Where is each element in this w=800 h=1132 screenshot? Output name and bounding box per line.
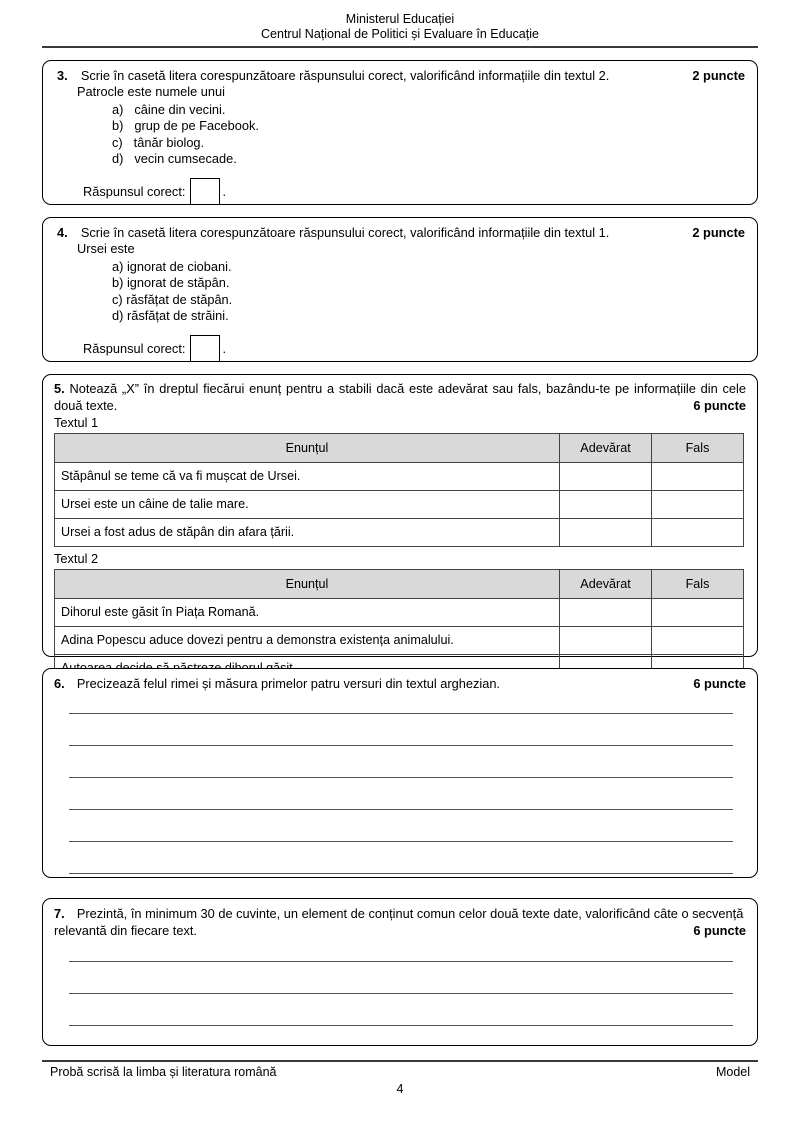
question-block-3 (42, 60, 758, 205)
question-block-7 (42, 898, 758, 1046)
table-1-false-cell-2[interactable] (652, 491, 744, 519)
answer-line[interactable] (69, 873, 733, 874)
table-1-false-cell-1[interactable] (652, 463, 744, 491)
table-2-false-cell-1[interactable] (652, 599, 744, 627)
table-2-col-false: Fals (652, 570, 744, 599)
question-3-number: 3. (57, 68, 68, 83)
option-text-c: răsfățat de stăpân. (126, 291, 233, 307)
page-footer (50, 1064, 750, 1080)
option-text-a: câine din vecini. (134, 101, 226, 117)
table-row (55, 491, 744, 519)
option-letter-c: c) (112, 291, 123, 307)
question-4-number: 4. (57, 225, 68, 240)
table-1-statement-3: Ursei a fost adus de stăpân din afara țării. (55, 519, 560, 547)
header-divider (42, 46, 758, 48)
question-6-prompt: Precizează felul rimei și măsura primelor patru versuri din textul arghezian. (76, 676, 500, 691)
question-7-points: 6 puncte (693, 922, 746, 938)
question-block-5 (42, 374, 758, 657)
answer-line[interactable] (69, 713, 733, 714)
table-row (55, 519, 744, 547)
table-1-label: Textul 1 (54, 415, 99, 431)
header-center: Centrul Național de Politici și Evaluare în Educație (261, 27, 539, 41)
question-7-prompt-line (54, 906, 746, 939)
answer-line[interactable] (69, 809, 733, 810)
question-3-option-c[interactable] (57, 135, 745, 151)
option-letter-a: a) (112, 258, 124, 274)
question-3-prompt: Scrie în casetă litera corespunzătoare răspunsului corect, valorificând informațiile din textul 2. (80, 68, 610, 83)
question-3-option-b[interactable] (57, 118, 745, 134)
question-block-4 (42, 217, 758, 362)
table-row (55, 463, 744, 491)
question-3-prompt-line (57, 68, 745, 84)
option-text-c: tânăr biolog. (133, 134, 205, 150)
question-3-answer-row (57, 178, 745, 205)
answer-line[interactable] (69, 993, 733, 994)
question-4-answer-label: Răspunsul corect: (83, 340, 186, 356)
question-3-answer-period: . (222, 183, 226, 199)
option-text-d: vecin cumsecade. (134, 151, 237, 167)
option-letter-b: b) (112, 275, 124, 291)
answer-line[interactable] (69, 745, 733, 746)
page-number: 4 (396, 1082, 404, 1096)
question-3-option-d[interactable] (57, 151, 745, 167)
option-text-b: ignorat de stăpân. (126, 275, 230, 291)
question-3-answer-label: Răspunsul corect: (83, 183, 186, 199)
table-1-col-false: Fals (652, 434, 744, 463)
answer-line[interactable] (69, 777, 733, 778)
question-3-answer-box[interactable] (190, 178, 220, 205)
question-block-6 (42, 668, 758, 878)
question-4-subprompt: Ursei este (77, 241, 135, 257)
true-false-table-2 (54, 569, 744, 683)
answer-line[interactable] (69, 961, 733, 962)
question-4-answer-period: . (222, 340, 226, 356)
option-letter-c: c) (112, 134, 123, 150)
table-2-col-true: Adevărat (560, 570, 652, 599)
table-2-statement-1: Dihorul este găsit în Piața Romană. (55, 599, 560, 627)
question-7-number: 7. (54, 906, 65, 921)
table-1-false-cell-3[interactable] (652, 519, 744, 547)
document-header (0, 12, 800, 42)
table-1-header-row (55, 434, 744, 463)
question-7-prompt: Prezintă, în minimum 30 de cuvinte, un element de conținut comun celor două texte date, valorificând câte o secvență relevantă din fiecare text. (54, 906, 744, 938)
table-1-col-statement: Enunțul (55, 434, 560, 463)
header-ministry: Ministerul Educației (345, 12, 455, 26)
table-row (55, 599, 744, 627)
question-5-prompt-line (54, 381, 746, 414)
question-4-answer-box[interactable] (190, 335, 220, 362)
table-1-true-cell-2[interactable] (560, 491, 652, 519)
question-6-number: 6. (54, 676, 65, 691)
option-letter-d: d) (112, 308, 124, 324)
question-4-option-c[interactable] (57, 292, 745, 308)
option-letter-a: a) (112, 101, 124, 117)
option-letter-d: d) (112, 151, 124, 167)
table-2-true-cell-2[interactable] (560, 627, 652, 655)
option-text-a: ignorat de ciobani. (126, 258, 232, 274)
table-1-statement-1: Stăpânul se teme că va fi mușcat de Ursei. (55, 463, 560, 491)
question-6-points: 6 puncte (693, 676, 746, 691)
table-2-label: Textul 2 (54, 551, 99, 567)
question-4-option-a[interactable] (57, 259, 745, 275)
table-2-true-cell-1[interactable] (560, 599, 652, 627)
table-2-statement-2: Adina Popescu aduce dovezi pentru a demonstra existența animalului. (55, 627, 560, 655)
option-letter-b: b) (112, 118, 124, 134)
question-3-option-a[interactable] (57, 102, 745, 118)
table-2-col-statement: Enunțul (55, 570, 560, 599)
question-5-points: 6 puncte (693, 397, 746, 413)
answer-line[interactable] (69, 841, 733, 842)
question-4-option-d[interactable] (57, 308, 745, 324)
table-1-true-cell-1[interactable] (560, 463, 652, 491)
table-2-false-cell-2[interactable] (652, 627, 744, 655)
question-5-number: 5. (54, 381, 65, 396)
footer-exam-title: Probă scrisă la limba și literatura română (50, 1065, 277, 1079)
table-1-col-true: Adevărat (560, 434, 652, 463)
question-3-points: 2 puncte (692, 68, 745, 83)
question-4-option-b[interactable] (57, 275, 745, 291)
table-2-header-row (55, 570, 744, 599)
table-1-statement-2: Ursei este un câine de talie mare. (55, 491, 560, 519)
option-text-b: grup de pe Facebook. (134, 118, 259, 134)
question-4-prompt-line (57, 225, 745, 241)
question-4-points: 2 puncte (692, 225, 745, 240)
footer-divider (42, 1060, 758, 1062)
true-false-table-1 (54, 433, 744, 547)
table-1-true-cell-3[interactable] (560, 519, 652, 547)
answer-line[interactable] (69, 1025, 733, 1026)
option-text-d: răsfățat de străini. (126, 308, 229, 324)
question-3-subprompt: Patrocle este numele unui (77, 84, 225, 100)
table-row (55, 627, 744, 655)
question-4-answer-row (57, 335, 745, 362)
question-5-prompt: Notează „X” în dreptul fiecărui enunț pentru a stabili dacă este adevărat sau fals, bazându-te pe informațiile din cele două texte. (54, 381, 747, 413)
question-6-prompt-line (54, 676, 746, 692)
question-4-prompt: Scrie în casetă litera corespunzătoare răspunsului corect, valorificând informațiile din textul 1. (80, 225, 610, 240)
footer-model-label: Model (715, 1065, 750, 1079)
